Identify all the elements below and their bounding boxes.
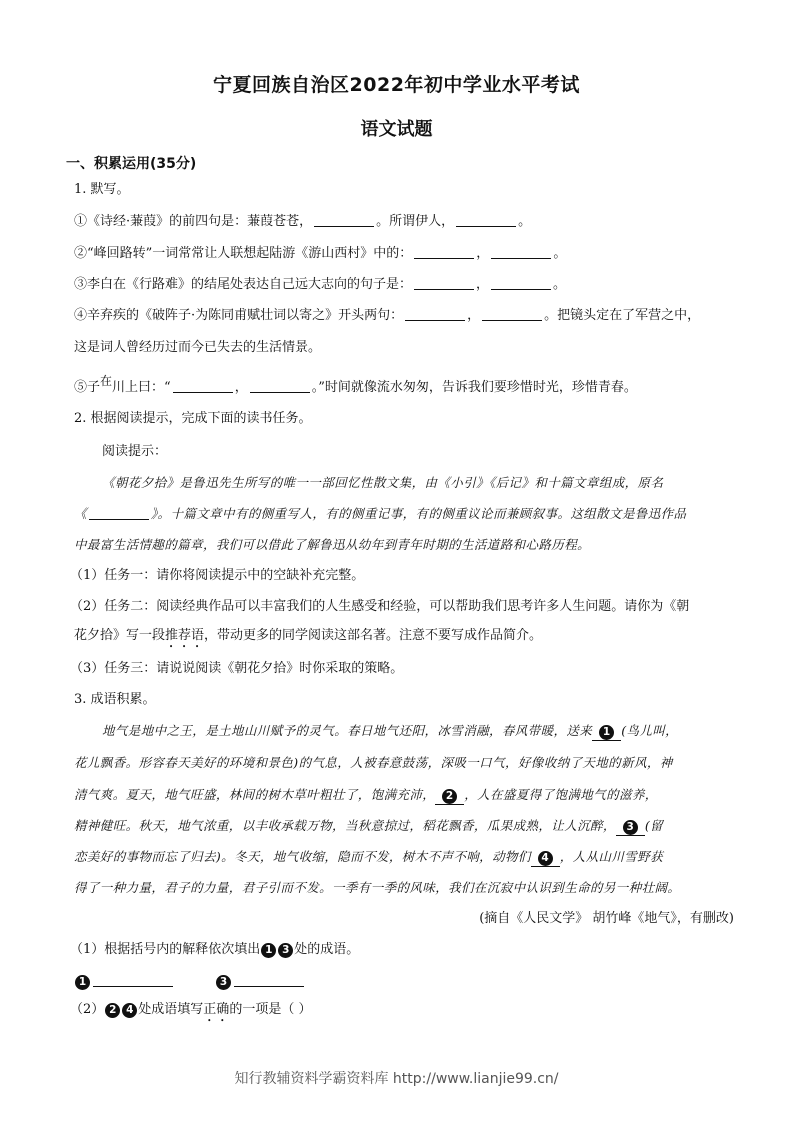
idiom-blank-4 [531, 848, 560, 867]
circled-number-2: 2 [105, 1003, 120, 1018]
reading-tip-line: 《 》。十篇文章中有的侧重写人，有的侧重记事，有的侧重议论而兼顾叙事。这组散文是鲁迅作品 [74, 506, 687, 521]
q1-item-2: ②“峰回路转”一词常常让人联想起陆游《游山西村》中的： ， 。 [74, 246, 567, 261]
source-citation: (摘自《人民文学》 胡竹峰《地气》，有删改) [479, 911, 734, 926]
reading-tip-line: 中最富生活情趣的篇章，我们可以借此了解鲁迅从幼年到青年时期的生活道路和心路历程。 [74, 537, 591, 552]
q2-task-2-cont: 花夕拾》写一段推荐语，带动更多的同学阅读这部名著。注意不要写成作品简介。 [74, 628, 543, 643]
q2-task-2: （2）任务二：阅读经典作品可以丰富我们的人生感受和经验，可以帮助我们思考许多人生问题。请你为《朝 [70, 599, 690, 614]
q3-sub-2: （2） 2 4 处成语填写正确的一项是（ ） [70, 1002, 312, 1017]
page-subtitle: 语文试题 [360, 119, 433, 140]
q3-passage-line: 恋美好的事物而忘了归去)。冬天，地气收缩，隐而不发，树木不声不响，动物们 4 ，人从山川雪野获 [74, 848, 734, 867]
q3-passage-line: 清气爽。夏天，地气旺盛，林间的树木草叶粗壮了，饱满充沛， 2 ，人在盛夏得了饱满地气的滋养， [74, 786, 734, 805]
emphasis-text: 正确 [203, 1002, 230, 1017]
circled-number-2: 2 [442, 789, 457, 804]
reading-tip-line: 《朝花夕拾》是鲁迅先生所写的唯一一部回忆性散文集，由《小引》《后记》和十篇文章组成，原名 [102, 475, 664, 490]
answer-blank [173, 379, 233, 393]
circled-number-3: 3 [216, 975, 231, 990]
idiom-blank-3 [616, 817, 645, 836]
circled-number-3: 3 [623, 820, 638, 835]
q2-task-3: （3）任务三：请说说阅读《朝花夕拾》时你采取的策略。 [70, 661, 404, 676]
answer-blank [456, 213, 516, 227]
answer-blank [405, 307, 465, 321]
answer-blank [482, 307, 542, 321]
answer-blank [414, 276, 474, 290]
q1-item-4: ④辛弃疾的《破阵子·为陈同甫赋壮词以寄之》开头两句： ， 。把镜头定在了军营之中， [74, 308, 701, 323]
page-title: 宁夏回族自治区2022年初中学业水平考试 [213, 74, 580, 96]
q3-passage-line: 得了一种力量，君子的力量，君子引而不发。一季有一季的风味，我们在沉寂中认识到生命的另一种壮阔。 [74, 880, 681, 895]
circled-number-4: 4 [538, 851, 553, 866]
idiom-blank-1 [592, 722, 621, 741]
answer-blank [93, 973, 173, 987]
q1-head: 1. 默写。 [74, 182, 130, 197]
q1-item-1: ①《诗经·蒹葭》的前四句是：蒹葭苍苍， 。所谓伊人， 。 [74, 214, 532, 229]
emphasis-text: 推荐语 [165, 628, 205, 643]
superscript-char: 在 [100, 374, 113, 388]
answer-blank [314, 213, 374, 227]
idiom-blank-2 [435, 786, 464, 805]
q3-passage-line: 花儿飘香。形容春天美好的环境和景色)的气息，人被春意鼓荡，深吸一口气，好像收纳了天地的新风，神 [74, 755, 673, 770]
circled-number-4: 4 [122, 1003, 137, 1018]
circled-number-1: 1 [261, 943, 276, 958]
reading-tip-label: 阅读提示： [102, 444, 168, 459]
section-heading: 一、积累运用(35分) [66, 156, 197, 172]
circled-number-1: 1 [75, 975, 90, 990]
q1-item-3: ③李白在《行路难》的结尾处表达自己远大志向的句子是： ， 。 [74, 277, 567, 292]
footer-watermark: 知行教辅资料学霸资料库 http://www.lianjie99.cn/ [234, 1071, 559, 1087]
q3-passage-line: 精神健旺。秋天，地气浓重，以丰收承载万物，当秋意掠过，稻花飘香，瓜果成熟，让人沉醉， 3 (留 [74, 817, 734, 836]
circled-number-3: 3 [278, 943, 293, 958]
answer-blank [89, 506, 149, 520]
q3-answer-lines [74, 973, 734, 991]
answer-blank [491, 276, 551, 290]
q3-head: 3. 成语积累。 [74, 692, 156, 707]
q1-item-4-cont: 这是词人曾经历过而今已失去的生活情景。 [74, 340, 322, 355]
q2-task-1: （1）任务一：请你将阅读提示中的空缺补充完整。 [70, 568, 365, 583]
answer-blank [234, 973, 304, 987]
q3-passage-line: 地气是地中之王，是土地山川赋予的灵气。春日地气还阳，冰雪消融，春风带暖，送来 1 (鸟儿叫， [102, 722, 734, 741]
q3-sub-1: （1）根据括号内的解释依次填出 1 3 处的成语。 [70, 942, 360, 957]
q2-head: 2. 根据阅读提示，完成下面的读书任务。 [74, 411, 312, 426]
answer-blank [414, 245, 474, 259]
answer-blank [491, 245, 551, 259]
q1-item-5: ⑤子在川上曰：“ ， 。”时间就像流水匆匆，告诉我们要珍惜时光，珍惜青春。 [74, 374, 637, 395]
answer-blank [250, 379, 310, 393]
circled-number-1: 1 [599, 725, 614, 740]
